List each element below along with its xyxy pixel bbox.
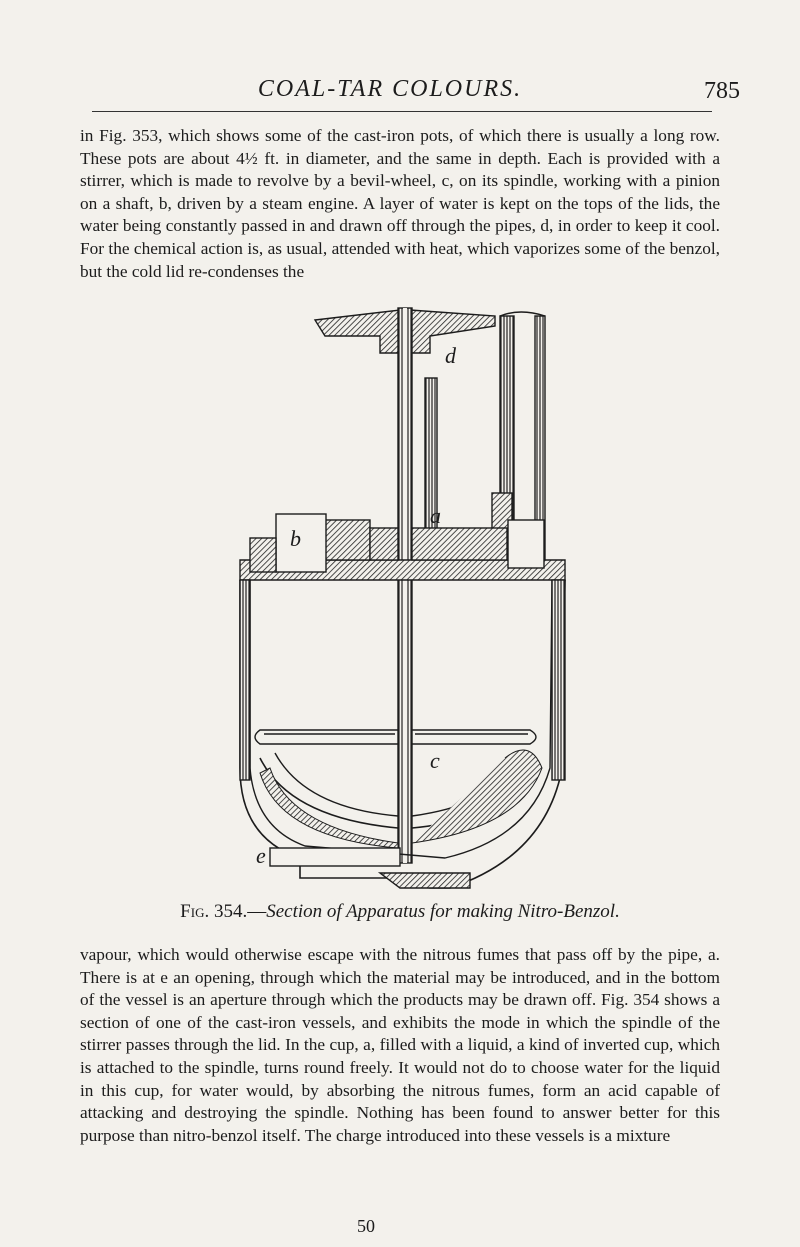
paragraph-top: in Fig. 353, which shows some of the cast-iron pots, of which there is usually a long row. These pots are about 4½ ft. in diameter, and the same in depth. Each is provided with a stirrer, which is made to revolve by a bevil-wheel, c, on its spindle, working with a pinion on a shaft, b, driven by a steam engine. A layer of water is kept on the tops of the lids, the water being constantly passed in and drawn off through the pipes, d, in order to keep it cool. For the chemical action is, as usual, attended with heat, which vaporizes some of the benzol, but the cold lid re-condenses the [80,126,720,281]
label-d: d [445,343,456,368]
label-c: c [430,748,440,773]
bevil-wheel-left [315,310,400,353]
paragraph-bottom: vapour, which would otherwise escape with the nitrous fumes that pass off by the pipe, a. There is at e an opening, through which the material may be introduced, and in the bottom of the vessel is an aperture through which the products may be drawn off. Fig. 354 shows a section of one of the cast-iron vessels, and exhibits the mode in which the spindle of the stirrer passes through the lid. In the cup, a, filled with a liquid, a kind of inverted cup, which is attached to the spindle, turns round freely. It would not do to choose water for the liquid in this cup, for water would, by absorbing the nitrous fumes, form an acid capable of attacking and destroying the spindle. Nothing has been found to answer better for this purpose than nitro-benzol itself. The charge introduced into these vessels is a mixture [80,945,720,1145]
figure-title: Section of Apparatus for making Nitro-Benzol. [266,901,620,922]
figure-number: Fig. 354. [180,901,248,922]
signature-mark: 50 [357,1216,375,1236]
vessel-wall-right [552,580,565,780]
header-rule [92,111,712,112]
label-a: a [430,503,441,528]
figure-apparatus-section [230,298,575,898]
apparatus-diagram [230,298,575,898]
running-head [0,70,800,110]
stirrer-arm-left [255,730,398,744]
label-e: e [256,843,266,868]
vessel-wall-left [240,580,250,780]
figure-caption [0,901,800,923]
page-number: 785 [704,78,740,104]
running-title: COAL-TAR COLOURS. [257,76,523,102]
label-b: b [290,526,301,551]
caption-dash: — [247,901,267,922]
stirrer-arm-right [412,730,536,744]
